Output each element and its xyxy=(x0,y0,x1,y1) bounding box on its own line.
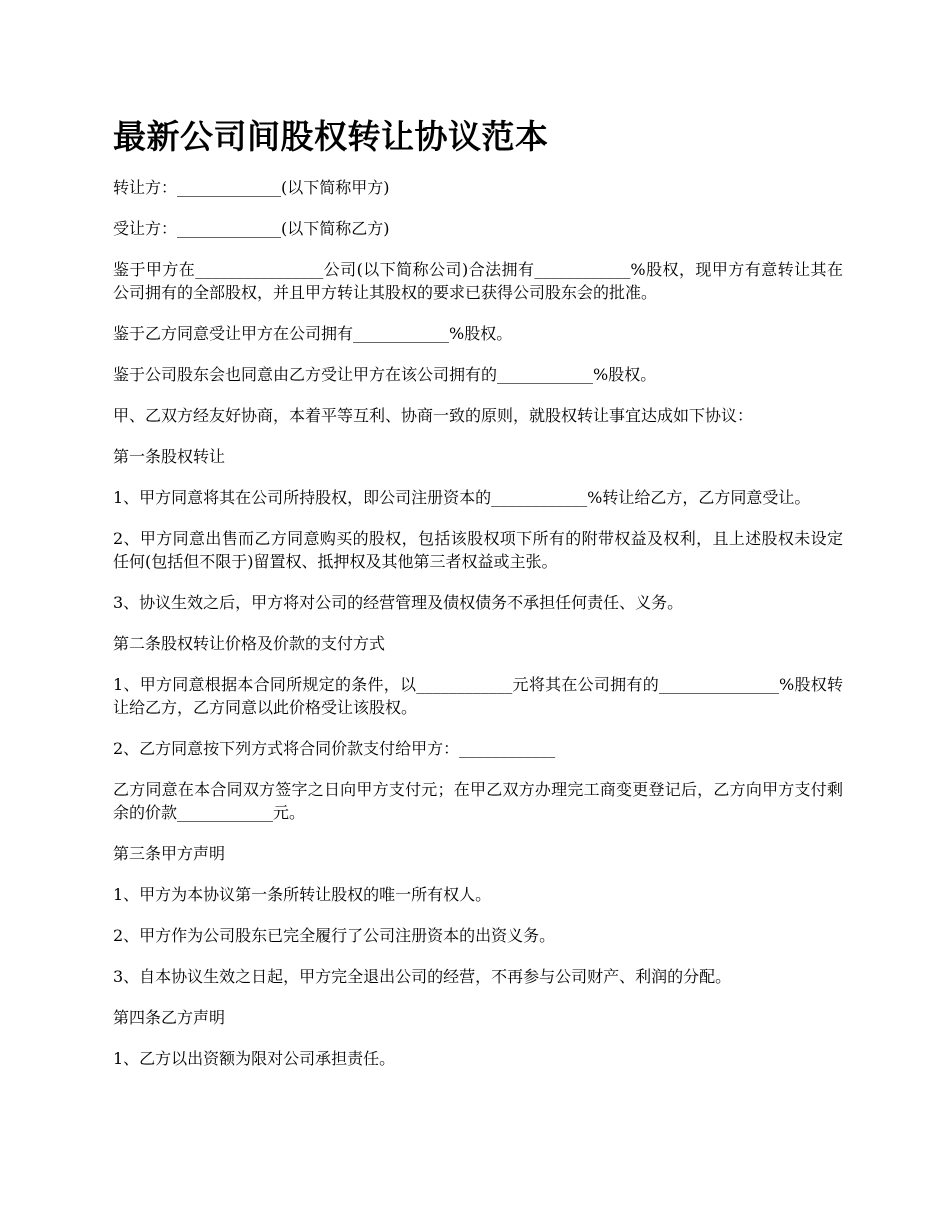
document-page xyxy=(113,112,843,1088)
clause-2-2: 2、乙方同意按下列方式将合同价款支付给甲方：____________ xyxy=(113,739,556,758)
clause-1-2: 2、甲方同意出售而乙方同意购买的股权，包括该股权项下所有的附带权益及权利，且上述股权未设定任何(包括但不限于)留置权、抵押权及其他第三者权益或主张。 xyxy=(113,529,843,571)
paragraph-recital-3: 鉴于公司股东会也同意由乙方受让甲方在该公司拥有的____________%股权。 xyxy=(113,365,657,384)
paragraph-agreement-intro: 甲、乙双方经友好协商，本着平等互利、协商一致的原则，就股权转让事宜达成如下协议： xyxy=(113,406,754,425)
document-title: 最新公司间股权转让协议范本 xyxy=(113,117,549,156)
clause-4-1: 1、乙方以出资额为限对公司承担责任。 xyxy=(113,1049,396,1068)
section-heading-2: 第二条股权转让价格及价款的支付方式 xyxy=(113,634,386,653)
clause-1-1: 1、甲方同意将其在公司所持股权，即公司注册资本的____________%转让给乙方，乙方同意受让。 xyxy=(113,488,811,507)
clause-2-payment: 乙方同意在本合同双方签字之日向甲方支付元；在甲乙双方办理完工商变更登记后，乙方向甲方支付剩余的价款____________元。 xyxy=(113,780,843,822)
clause-2-1: 1、甲方同意根据本合同所规定的条件，以____________元将其在公司拥有的_______________%股权转让给乙方，乙方同意以此价格受让该股权。 xyxy=(113,675,843,717)
paragraph-recital-1: 鉴于甲方在________________公司(以下简称公司)合法拥有____________%股权，现甲方有意转让其在公司拥有的全部股权，并且甲方转让其股权的要求已获得公司股东会的批准。 xyxy=(113,260,843,302)
section-heading-4: 第四条乙方声明 xyxy=(113,1008,226,1027)
clause-3-1: 1、甲方为本协议第一条所转让股权的唯一所有权人。 xyxy=(113,885,492,904)
clause-3-3: 3、自本协议生效之日起，甲方完全退出公司的经营，不再参与公司财产、利润的分配。 xyxy=(113,967,732,986)
section-heading-1: 第一条股权转让 xyxy=(113,447,226,466)
document-body xyxy=(113,176,843,1070)
clause-3-2: 2、甲方作为公司股东已完全履行了公司注册资本的出资义务。 xyxy=(113,926,556,945)
clause-1-3: 3、协议生效之后，甲方将对公司的经营管理及债权债务不承担任何责任、义务。 xyxy=(113,593,684,612)
paragraph-recital-2: 鉴于乙方同意受让甲方在公司拥有____________%股权。 xyxy=(113,324,513,343)
paragraph-transferor: 转让方：_____________(以下简称甲方) xyxy=(113,178,390,197)
paragraph-transferee: 受让方：_____________(以下简称乙方) xyxy=(113,219,390,238)
section-heading-3: 第三条甲方声明 xyxy=(113,844,226,863)
